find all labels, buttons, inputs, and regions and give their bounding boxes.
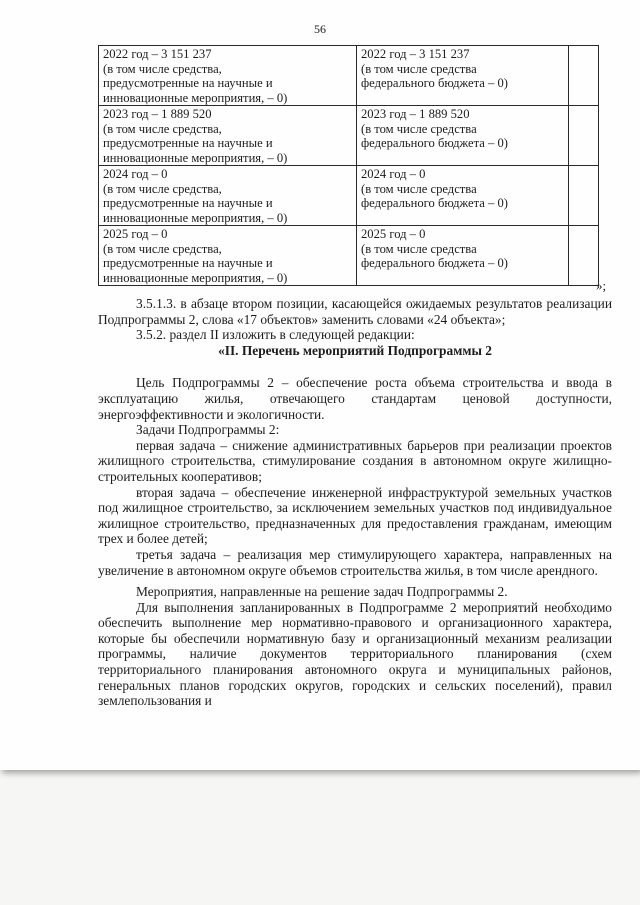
funding-row bbox=[99, 166, 599, 226]
section-heading: «II. Перечень мероприятий Подпрограммы 2 bbox=[218, 342, 492, 358]
cell-line: федерального бюджета – 0) bbox=[361, 76, 508, 90]
cell-line: инновационные мероприятия, – 0) bbox=[103, 210, 288, 225]
funding-row bbox=[99, 226, 599, 286]
funding-cell-total bbox=[99, 106, 357, 166]
funding-cell-federal bbox=[357, 106, 569, 166]
cell-line: предусмотренные на научные и bbox=[103, 196, 273, 210]
cell-line: предусмотренные на научные и bbox=[103, 136, 273, 150]
paragraph-task-1: первая задача – снижение административных барьеров при реализации проектов жилищного строительства, стимулирование создания в автономном округе жилищно-строительных кооперативов; bbox=[98, 437, 612, 484]
cell-line: инновационные мероприятия, – 0) bbox=[103, 150, 288, 165]
cell-line: 2022 год – 3 151 237 bbox=[361, 47, 470, 61]
cell-line: 2023 год – 1 889 520 bbox=[103, 107, 212, 121]
paragraph-amendment-1: 3.5.1.3. в абзаце втором позиции, касающейся ожидаемых результатов реализации Подпрограммы 2, слова «17 объектов» заменить словами «24 объекта»; bbox=[98, 296, 612, 327]
cell-line: (в том числе средства bbox=[361, 181, 477, 196]
funding-cell-federal bbox=[357, 166, 569, 226]
cell-line: (в том числе средства bbox=[361, 121, 477, 136]
cell-line: инновационные мероприятия, – 0) bbox=[103, 270, 288, 285]
paragraph-implementation: Для выполнения запланированных в Подпрограмме 2 мероприятий необходимо обеспечить выполнение мер нормативно-правового и организационного характера, которые бы обеспечили нормативную базу и организационный механизм реализации программы, наличие документов территориального планирования (схем территориального планирования автономного округа и муниципальных районов, генеральных планов городских округов, городских и сельских поселений), правил землепользования и bbox=[98, 599, 612, 709]
paragraph-goal: Цель Подпрограммы 2 – обеспечение роста объема строительства и ввода в эксплуатацию жилья, отвечающего стандартам ценовой доступности, энергоэффективности и экологичности. bbox=[98, 375, 612, 422]
funding-cell-total bbox=[99, 226, 357, 286]
funding-cell-total bbox=[99, 166, 357, 226]
cell-line: 2024 год – 0 bbox=[103, 167, 168, 181]
cell-line: федерального бюджета – 0) bbox=[361, 136, 508, 150]
paragraph-task-3: третья задача – реализация мер стимулирующего характера, направленных на увеличение в автономном округе объемов строительства жилья, в том числе арендного. bbox=[98, 546, 612, 578]
cell-line: 2025 год – 0 bbox=[103, 227, 168, 241]
funding-cell-federal bbox=[357, 226, 569, 286]
paragraph-task-2: вторая задача – обеспечение инженерной инфраструктурой земельных участков под жилищное строительство, за исключением земельных участков под индивидуальное жилищное строительство, предназначенных для предоставления гражданам, имеющим трех и более детей; bbox=[98, 484, 612, 547]
closing-quote: »; bbox=[596, 278, 607, 293]
funding-cell-total bbox=[99, 46, 357, 106]
cell-line: 2025 год – 0 bbox=[361, 227, 426, 241]
cell-line: федерального бюджета – 0) bbox=[361, 196, 508, 210]
paragraph-amendment-2: 3.5.2. раздел II изложить в следующей редакции: bbox=[136, 327, 415, 343]
funding-cell-empty bbox=[569, 226, 599, 286]
paragraph-tasks-title: Задачи Подпрограммы 2: bbox=[136, 422, 280, 438]
page-number: 56 bbox=[314, 22, 326, 36]
cell-line: (в том числе средства bbox=[361, 241, 477, 256]
cell-line: (в том числе средства, bbox=[103, 181, 222, 196]
cell-line: (в том числе средства bbox=[361, 61, 477, 76]
cell-line: 2024 год – 0 bbox=[361, 167, 426, 181]
funding-table bbox=[98, 45, 599, 286]
cell-line: предусмотренные на научные и bbox=[103, 76, 273, 90]
cell-line: 2022 год – 3 151 237 bbox=[103, 47, 212, 61]
funding-table-body bbox=[99, 46, 599, 286]
cell-line: федерального бюджета – 0) bbox=[361, 256, 508, 270]
body-text bbox=[98, 296, 612, 709]
cell-line: инновационные мероприятия, – 0) bbox=[103, 90, 288, 105]
cell-line: (в том числе средства, bbox=[103, 121, 222, 136]
funding-cell-empty bbox=[569, 166, 599, 226]
funding-cell-empty bbox=[569, 106, 599, 166]
cell-line: (в том числе средства, bbox=[103, 61, 222, 76]
funding-row bbox=[99, 106, 599, 166]
funding-cell-federal bbox=[357, 46, 569, 106]
funding-cell-empty bbox=[569, 46, 599, 106]
funding-row bbox=[99, 46, 599, 106]
paragraph-measures: Мероприятия, направленные на решение задач Подпрограммы 2. bbox=[136, 584, 508, 600]
cell-line: 2023 год – 1 889 520 bbox=[361, 107, 470, 121]
cell-line: предусмотренные на научные и bbox=[103, 256, 273, 270]
cell-line: (в том числе средства, bbox=[103, 241, 222, 256]
